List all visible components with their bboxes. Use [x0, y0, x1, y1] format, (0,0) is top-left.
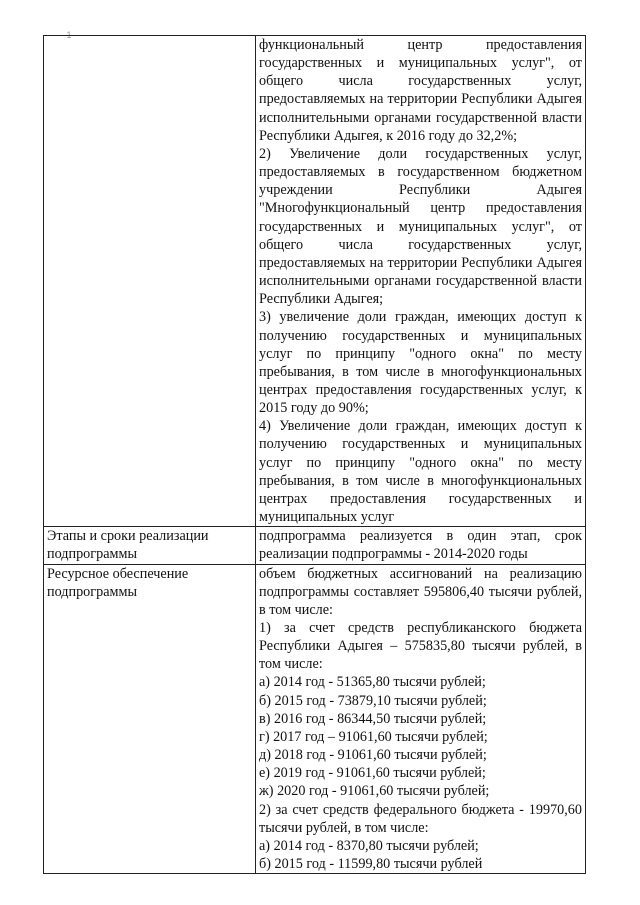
- row1-label-cell: [44, 36, 256, 527]
- indicator-text: 4) Увеличение доли граждан, имеющих доступ к получению государственных и муниципальных услуг по принципу "одного окна" по месту пребывания, в том числе в многофункциональных центрах предоставления государственных и муниципальных услуг: [259, 418, 582, 526]
- funding-text: 1) за счет средств республиканского бюджета Республики Адыгея – 575835,80 тысячи рублей, в том числе:: [259, 620, 582, 673]
- stages-text: подпрограмма реализуется в один этап, срок реализации подпрограммы - 2014-2020 годы: [259, 528, 582, 563]
- funding-line: е) 2019 год - 91061,60 тысячи рублей;: [259, 765, 486, 782]
- funding-line: а) 2014 год - 8370,80 тысячи рублей;: [259, 837, 479, 854]
- row2-label-cell: Этапы и сроки реализации подпрограммы: [44, 527, 256, 564]
- funding-text: 2) за счет средств федерального бюджета - 19970,60 тысячи рублей, в том числе:: [259, 801, 582, 836]
- row2-content-cell: [256, 527, 586, 564]
- passport-table: [43, 35, 586, 874]
- corner-mark: - - - 1 - -: [44, 30, 88, 40]
- indicator-text: 3) увеличение доли граждан, имеющих доступ к получению государственных и муниципальных услуг по принципу "одного окна" по месту пребывания, в том числе в многофункциональных центрах предоставления государственных услуг, к 2015 году до 90%;: [259, 309, 582, 417]
- table-row: [44, 564, 586, 874]
- indicator-text: 2) Увеличение доли государственных услуг, предоставляемых в государственном бюджетном учреждении Республики Адыгея "Многофункциональный центр предоставления государственных и муниципальных услуг", от общего числа государственных услуг, предоставляемых на территории Республики Адыгея исполнительными органами государственной власти Республики Адыгея;: [259, 145, 582, 308]
- indicator-text: функциональный центр предоставления государственных и муниципальных услуг", от общего числа государственных услуг, предоставляемых на территории Республики Адыгея исполнительными органами государственной власти Республики Адыгея, к 2016 году до 32,2%;: [259, 37, 582, 144]
- row3-label-cell: Ресурсное обеспечение подпрограммы: [44, 564, 256, 874]
- row3-content-cell: [256, 564, 586, 874]
- funding-line: б) 2015 год - 73879,10 тысячи рублей;: [259, 692, 487, 709]
- table-row: [44, 527, 586, 564]
- funding-line: ж) 2020 год - 91061,60 тысячи рублей;: [259, 783, 490, 800]
- funding-line: г) 2017 год – 91061,60 тысячи рублей;: [259, 728, 488, 745]
- funding-line: б) 2015 год - 11599,80 тысячи рублей: [259, 856, 483, 873]
- funding-text: объем бюджетных ассигнований на реализацию подпрограммы составляет 595806,40 тысячи рублей, в том числе:: [259, 565, 582, 618]
- funding-line: в) 2016 год - 86344,50 тысячи рублей;: [259, 710, 487, 727]
- funding-line: д) 2018 год - 91061,60 тысячи рублей;: [259, 747, 487, 764]
- funding-line: а) 2014 год - 51365,80 тысячи рублей;: [259, 674, 486, 691]
- row1-content-cell: [256, 36, 586, 527]
- table-row: [44, 36, 586, 527]
